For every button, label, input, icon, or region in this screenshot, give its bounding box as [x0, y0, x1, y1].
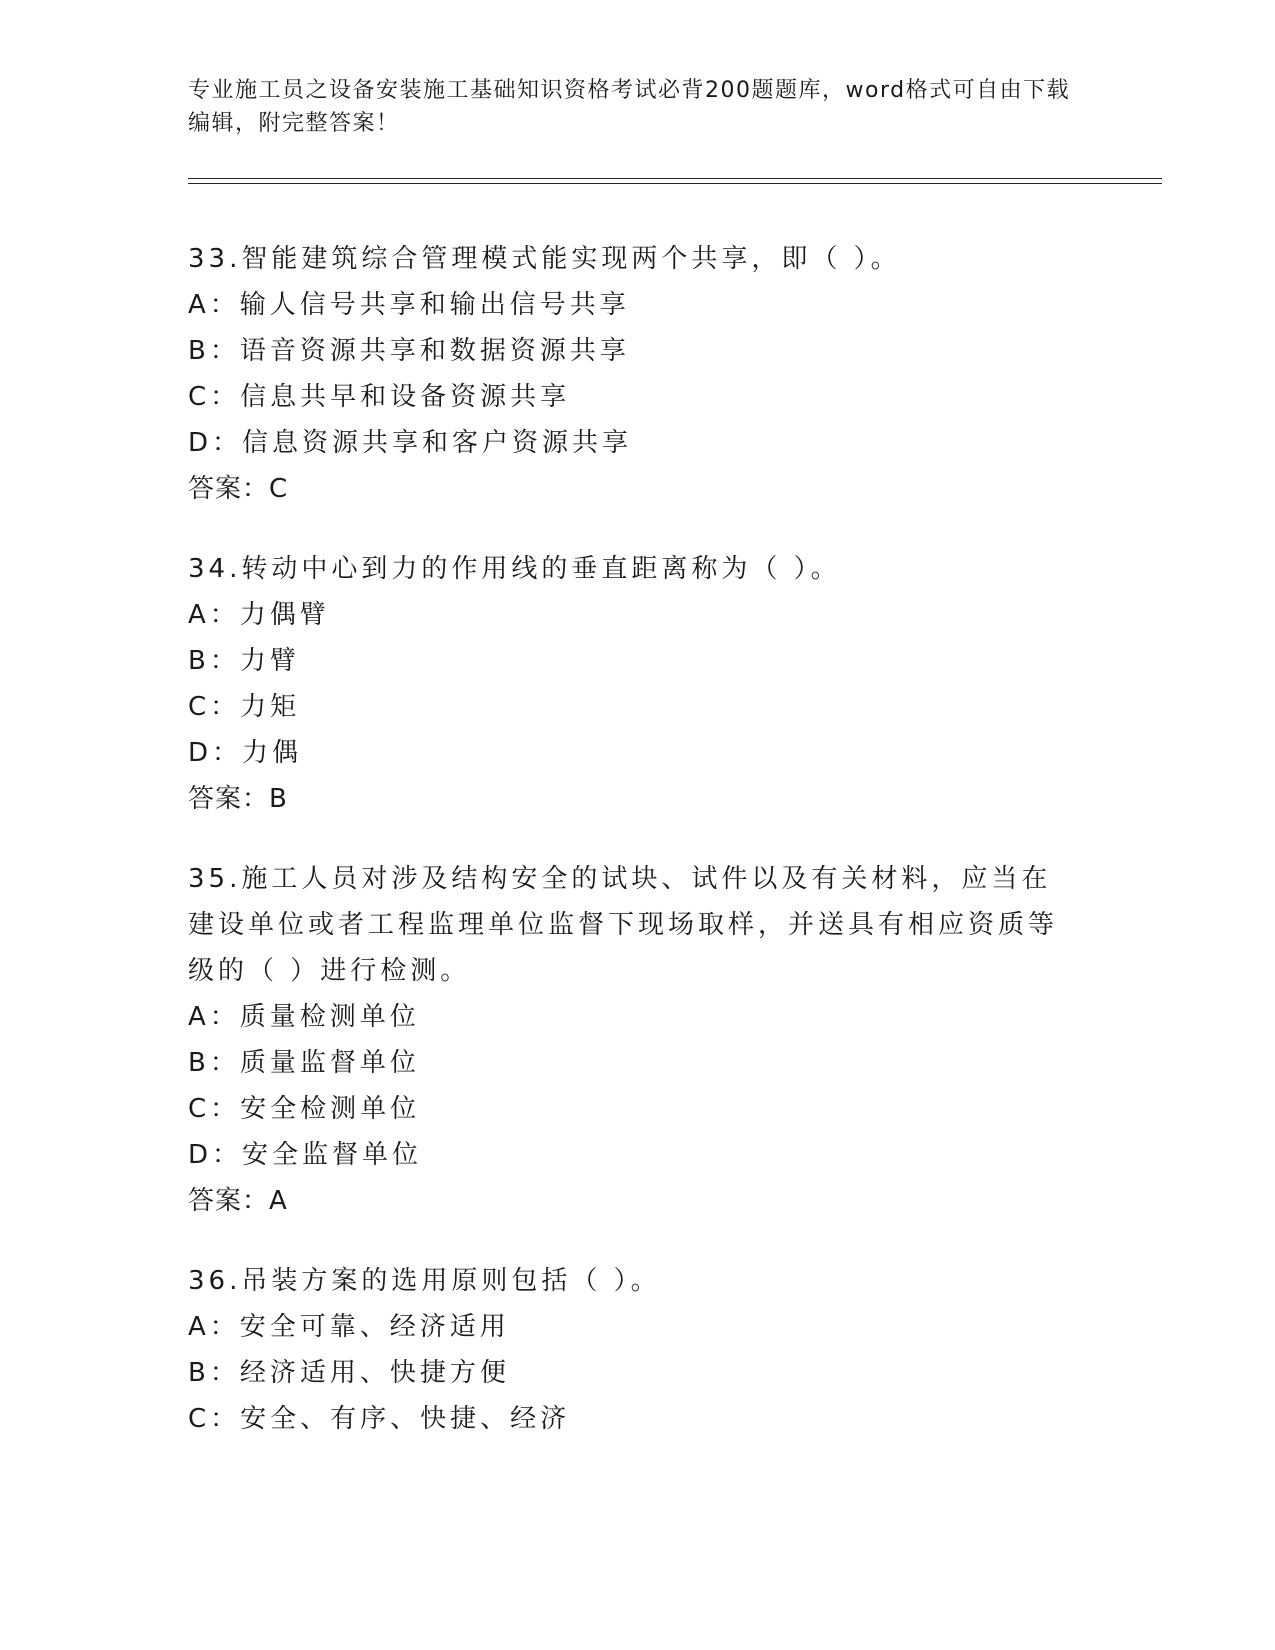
option-b: B：质量监督单位	[188, 1048, 420, 1078]
question-stem: 34.转动中心到力的作用线的垂直距离称为（ ）。	[188, 554, 841, 584]
option-c: C：安全检测单位	[188, 1094, 421, 1124]
document-header-title: 专业施工员之设备安装施工基础知识资格考试必背200题题库，word格式可自由下载编辑，附完整答案！	[188, 78, 1071, 136]
option-a: A：力偶臂	[188, 600, 330, 630]
option-b: B：语音资源共享和数据资源共享	[188, 336, 630, 366]
option-d: D：安全监督单位	[188, 1140, 423, 1170]
question-stem: 35.施工人员对涉及结构安全的试块、试件以及有关材料，应当在建设单位或者工程监理单位监督下现场取样，并送具有相应资质等级的（ ）进行检测。	[188, 864, 1059, 986]
option-a: A：输人信号共享和输出信号共享	[188, 290, 630, 320]
option-c: C：安全、有序、快捷、经济	[188, 1404, 571, 1434]
option-d: D：力偶	[188, 738, 303, 768]
question-33	[188, 236, 1088, 512]
option-a: A：质量检测单位	[188, 1002, 420, 1032]
question-stem: 36.吊装方案的选用原则包括（ ）。	[188, 1266, 661, 1296]
option-a: A：安全可靠、经济适用	[188, 1312, 510, 1342]
header-divider-bottom	[188, 183, 1162, 184]
question-list	[188, 236, 1088, 1476]
answer-text: 答案：A	[188, 1186, 288, 1216]
question-35	[188, 856, 1088, 1224]
option-b: B：经济适用、快捷方便	[188, 1358, 510, 1388]
question-36	[188, 1258, 1088, 1442]
question-34	[188, 546, 1088, 822]
answer-text: 答案：B	[188, 784, 288, 814]
option-d: D：信息资源共享和客户资源共享	[188, 428, 633, 458]
option-c: C：力矩	[188, 692, 301, 722]
option-c: C：信息共早和设备资源共享	[188, 382, 571, 412]
option-b: B：力臂	[188, 646, 300, 676]
question-stem: 33.智能建筑综合管理模式能实现两个共享，即（ ）。	[188, 244, 901, 274]
answer-text: 答案：C	[188, 474, 289, 504]
header-divider-top	[188, 178, 1162, 179]
